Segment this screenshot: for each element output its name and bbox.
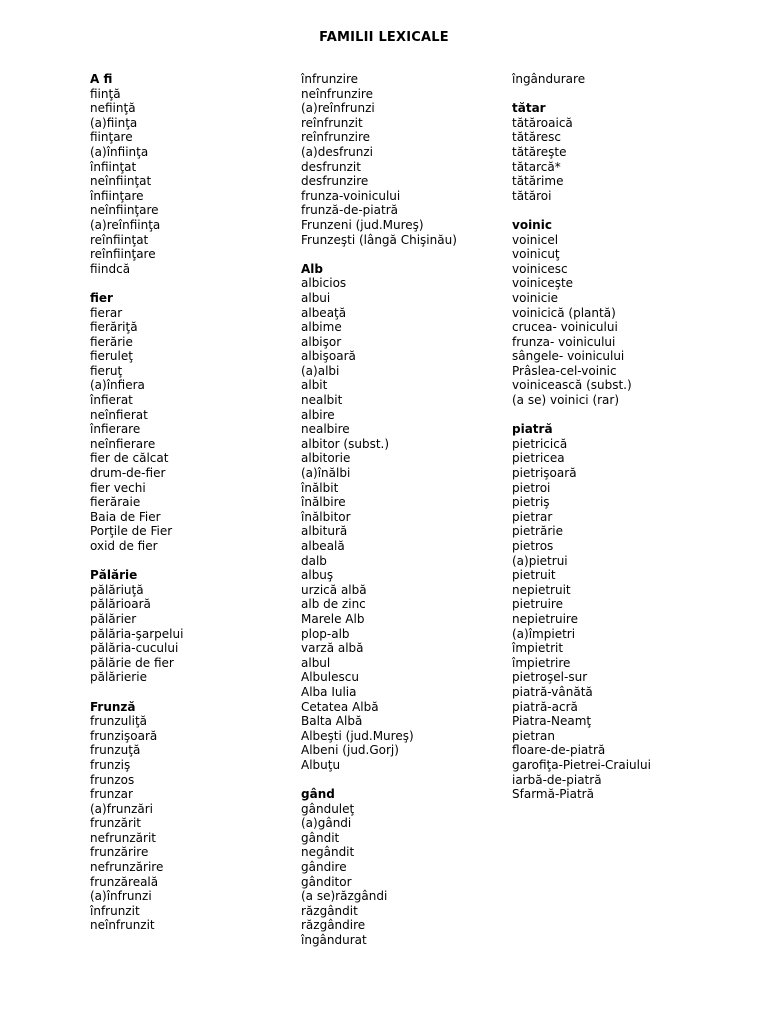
word-entry: pălărierie <box>90 670 147 685</box>
word-entry: gânditor <box>301 874 352 889</box>
word-entry: (a)înfrunzi <box>90 889 152 904</box>
word-entry: nepietruire <box>512 611 578 626</box>
word-entry: frunză-de-piatră <box>301 203 398 218</box>
word-entry: răzgândit <box>301 903 358 918</box>
word-entry: (a)frunzări <box>90 801 154 816</box>
word-family-group <box>301 72 501 247</box>
word-entry: tătăreşte <box>512 144 567 159</box>
word-entry: (a se)răzgândi <box>301 889 388 904</box>
word-entry: fiindcă <box>90 261 131 276</box>
word-entry: pietrişoară <box>512 466 577 481</box>
word-entry: pietriş <box>512 495 550 510</box>
word-entry: înfierat <box>90 393 133 408</box>
word-entry: pietricea <box>512 451 565 466</box>
word-entry: nealbit <box>301 393 343 408</box>
word-entry: Albuţu <box>301 757 341 772</box>
word-entry: înfiinţare <box>90 188 144 203</box>
word-entry: fierărie <box>90 334 133 349</box>
word-family-group <box>512 72 762 87</box>
word-entry: fier vechi <box>90 480 146 495</box>
word-entry: voinicică (plantă) <box>512 305 616 320</box>
word-entry: voinicuţ <box>512 247 560 262</box>
word-entry: Alba Iulia <box>301 684 357 699</box>
word-entry: înălbitor <box>301 509 351 524</box>
word-entry: Cetatea Albă <box>301 699 379 714</box>
word-entry: înălbit <box>301 480 339 495</box>
word-entry: (a)desfrunzi <box>301 144 373 159</box>
word-entry: pălăria-şarpelui <box>90 626 184 641</box>
word-entry: albime <box>301 320 342 335</box>
word-family-group <box>90 568 290 685</box>
word-entry: (a)reînfiinţa <box>90 217 161 232</box>
family-heading: piatră <box>512 422 553 437</box>
word-entry: Baia de Fier <box>90 509 161 524</box>
word-entry: neînfiinţat <box>90 174 152 189</box>
word-entry: crucea- voinicului <box>512 320 618 335</box>
word-entry: garofiţa-Pietrei-Craiului <box>512 757 651 772</box>
word-entry: frunzuţă <box>90 743 141 758</box>
word-entry: fieruţ <box>90 363 123 378</box>
word-entry: negândit <box>301 845 355 860</box>
word-entry: tătărime <box>512 174 564 189</box>
family-heading: gând <box>301 787 335 802</box>
word-entry: frunzişoară <box>90 728 158 743</box>
word-entry: iarbă-de-piatră <box>512 772 602 787</box>
word-entry: reînfiinţat <box>90 232 149 247</box>
word-entry: albişoară <box>301 349 356 364</box>
word-entry: Albeni (jud.Gorj) <box>301 743 399 758</box>
word-entry: (a)gândi <box>301 816 352 831</box>
word-entry: voinicel <box>512 232 559 247</box>
word-entry: neînfierare <box>90 436 156 451</box>
word-entry: neînfierat <box>90 407 148 422</box>
word-entry: fieruleţ <box>90 349 133 364</box>
word-entry: fierăriţă <box>90 320 138 335</box>
word-entry: nealbire <box>301 422 350 437</box>
word-entry: albuş <box>301 568 334 583</box>
word-entry: fiinţare <box>90 130 133 145</box>
word-entry: voinicie <box>512 290 559 305</box>
word-entry: pălărier <box>90 611 137 626</box>
word-entry: desfrunzit <box>301 159 361 174</box>
word-entry: neînfiinţare <box>90 203 159 218</box>
page-title: FAMILII LEXICALE <box>319 30 449 45</box>
word-entry: împietrit <box>512 641 564 656</box>
word-family-group <box>90 291 290 554</box>
word-entry: gânduleţ <box>301 801 355 816</box>
word-entry: albicios <box>301 276 347 291</box>
word-family-group <box>301 787 501 948</box>
word-family-group <box>512 422 762 801</box>
word-entry: nefrunzărire <box>90 860 164 875</box>
family-heading: A fi <box>90 72 113 86</box>
word-entry: pietroşel-sur <box>512 670 588 685</box>
word-entry: albitură <box>301 524 348 539</box>
word-entry: gândire <box>301 860 347 875</box>
word-entry: neînfrunzire <box>301 86 373 101</box>
family-heading: Alb <box>301 261 323 276</box>
word-column-2 <box>301 72 501 962</box>
word-entry: tătăroaică <box>512 115 573 130</box>
word-entry: Marele Alb <box>301 611 365 626</box>
word-entry: gândit <box>301 830 340 845</box>
word-entry: desfrunzire <box>301 174 369 189</box>
word-entry: (a)înfiinţa <box>90 144 149 159</box>
word-column-3 <box>512 72 762 816</box>
word-entry: înfierare <box>90 422 141 437</box>
word-entry: reînfiinţare <box>90 247 156 262</box>
word-entry: frunzăreală <box>90 874 159 889</box>
word-entry: pietruire <box>512 597 563 612</box>
family-heading: voinic <box>512 217 552 232</box>
word-entry: albit <box>301 378 328 393</box>
word-entry: frunzar <box>90 787 133 802</box>
word-family-group <box>90 700 290 934</box>
word-entry: împietrire <box>512 655 571 670</box>
word-entry: pietrar <box>512 509 553 524</box>
word-entry: Piatra-Neamţ <box>512 714 592 729</box>
word-entry: frunzos <box>90 772 135 787</box>
word-entry: reînfrunzit <box>301 115 363 130</box>
word-entry: neînfrunzit <box>90 918 155 933</box>
word-entry: tătăresc <box>512 130 562 145</box>
word-entry: Frunzeşti (lângă Chişinău) <box>301 232 457 247</box>
word-entry: (a)înfiera <box>90 378 145 393</box>
word-entry: pietruit <box>512 568 556 583</box>
word-entry: nefiinţă <box>90 101 136 116</box>
word-entry: fier de călcat <box>90 451 169 466</box>
word-entry: albitor (subst.) <box>301 436 390 451</box>
family-heading: fier <box>90 290 113 305</box>
word-entry: pălăria-cucului <box>90 641 179 656</box>
word-entry: albire <box>301 407 335 422</box>
word-entry: frunza-voinicului <box>301 188 401 203</box>
word-entry: nepietruit <box>512 582 571 597</box>
word-entry: albitorie <box>301 451 351 466</box>
word-entry: oxid de fier <box>90 539 158 553</box>
word-entry: frunzărire <box>90 845 149 860</box>
word-entry: fierăraie <box>90 495 141 510</box>
word-entry: pietricică <box>512 436 568 451</box>
word-entry: frunza- voinicului <box>512 334 616 349</box>
word-entry: (a)albi <box>301 363 340 378</box>
word-entry: voinicească (subst.) <box>512 378 632 393</box>
word-entry: Albeşti (jud.Mureş) <box>301 728 414 743</box>
word-entry: urzică albă <box>301 582 367 597</box>
word-entry: piatră-acră <box>512 699 578 714</box>
word-entry: înălbire <box>301 495 346 510</box>
word-entry: tătăroi <box>512 188 552 203</box>
word-entry: alb de zinc <box>301 597 366 612</box>
word-entry: pietran <box>512 728 555 743</box>
word-entry: înfrunzit <box>90 903 140 918</box>
word-entry: fierar <box>90 305 123 320</box>
word-entry: Albulescu <box>301 670 359 685</box>
word-family-group <box>512 218 762 408</box>
word-entry: piatră-vânătă <box>512 684 593 699</box>
word-entry: (a)reînfrunzi <box>301 101 375 116</box>
word-entry: pietrărie <box>512 524 563 539</box>
word-entry: pălărioară <box>90 597 151 612</box>
word-entry: (a se) voinici (rar) <box>512 393 620 408</box>
word-entry: tătarcă* <box>512 159 561 174</box>
family-heading: Pălărie <box>90 568 138 583</box>
word-entry: reînfrunzire <box>301 130 371 145</box>
word-entry: varză albă <box>301 641 364 656</box>
word-entry: răzgândire <box>301 918 366 933</box>
word-entry: Frunzeni (jud.Mureş) <box>301 217 424 232</box>
word-family-group <box>90 72 290 276</box>
word-entry: pietros <box>512 539 554 553</box>
word-entry: nefrunzărit <box>90 830 156 845</box>
word-entry: albeaţă <box>301 305 347 320</box>
word-entry: frunzuliţă <box>90 714 147 729</box>
word-entry: sângele- voinicului <box>512 349 625 364</box>
word-entry: voinicesc <box>512 261 568 276</box>
word-entry: fiinţă <box>90 86 121 101</box>
word-entry: Porţile de Fier <box>90 524 173 539</box>
word-family-group <box>301 262 501 773</box>
word-entry: pietroi <box>512 480 551 495</box>
word-entry: albul <box>301 655 331 670</box>
word-entry: floare-de-piatră <box>512 743 606 758</box>
word-entry: dalb <box>301 553 327 568</box>
word-entry: (a)împietri <box>512 626 576 641</box>
word-entry: (a)fiinţa <box>90 115 138 130</box>
word-entry: (a)pietrui <box>512 553 568 568</box>
word-entry: Balta Albă <box>301 714 363 729</box>
word-entry: Prâslea-cel-voinic <box>512 363 617 378</box>
word-entry: plop-alb <box>301 626 350 641</box>
word-entry: îngândurat <box>301 933 367 948</box>
word-entry: Sfarmă-Piatră <box>512 787 594 802</box>
family-heading: Frunză <box>90 699 136 714</box>
word-entry: albeală <box>301 539 345 553</box>
word-entry: frunziş <box>90 757 131 772</box>
word-entry: drum-de-fier <box>90 466 166 481</box>
word-entry: înfrunzire <box>301 72 358 86</box>
word-entry: albui <box>301 290 331 305</box>
word-entry: pălăriuţă <box>90 582 144 597</box>
word-entry: albişor <box>301 334 342 349</box>
word-entry: frunzărit <box>90 816 141 831</box>
word-entry: (a)înălbi <box>301 466 351 481</box>
word-family-group <box>512 101 762 203</box>
word-entry: îngândurare <box>512 72 586 86</box>
family-heading: tătar <box>512 101 546 116</box>
word-entry: voiniceşte <box>512 276 574 291</box>
word-entry: înfiinţat <box>90 159 137 174</box>
word-entry: pălărie de fier <box>90 655 174 670</box>
word-column-1 <box>90 72 290 948</box>
